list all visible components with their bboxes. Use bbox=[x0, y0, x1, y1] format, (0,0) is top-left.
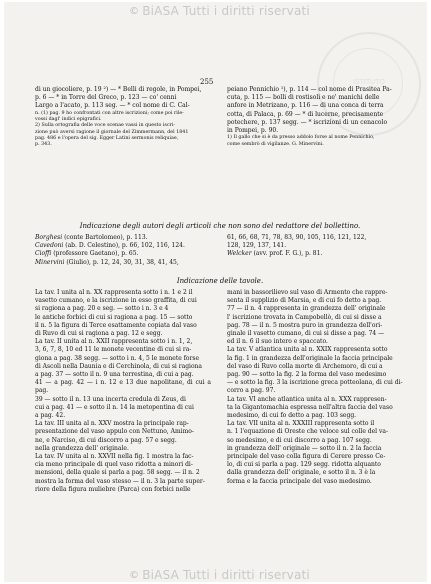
table-description-line: ne, e Narciso, di cui discorro a pag. 57 e segg. bbox=[35, 436, 177, 444]
author-entry bbox=[35, 242, 215, 250]
table-description-line: 39 — sotto il n. 13 una incerta credula di Zeus, di bbox=[35, 395, 186, 403]
body-line: 2) Sulla ortografia delle voce scenae vassi in questo iscri- bbox=[35, 123, 176, 129]
author-name: Minervini bbox=[35, 258, 65, 266]
body-line: p. 6 — * in Torre del Greco, p. 123 — co' cenni bbox=[35, 94, 177, 102]
table-description-line: le antiche forbici di cui si ragiona a pag. 15 — sotto bbox=[35, 313, 193, 321]
table-description-line: pag. 78 — il n. 5 mostra puro in grandezza dell'ori- bbox=[227, 321, 383, 329]
table-description-line: 3, 6, 7, 8, 10 ed 11 le monete vecentine di cui si ra- bbox=[35, 346, 192, 354]
table-description-line: l' iscrizione trovata in Campobellò, di cui si disse a bbox=[227, 313, 382, 321]
table-description-line: a pag. 42. bbox=[35, 412, 66, 420]
table-description-line: La tav. IV unita al n. XXVII nella fig. 1 mostra la fac- bbox=[35, 453, 194, 461]
table-description-line: La tav. VI anche atlantica unita al n. XXX rappresen- bbox=[227, 395, 387, 403]
tables-left-column bbox=[35, 289, 211, 494]
body-line: peiano Pennichio ¹), p. 114 — col nome di Prasitea Pa- bbox=[227, 86, 392, 93]
table-description-line: mani in bassorilievo sul vaso di Armento che rappre- bbox=[227, 289, 388, 296]
body-line: anfore in Metrizano, p. 116 — di una conca di terra bbox=[227, 102, 384, 110]
table-description-line: del vaso di Ruvo colla morte di Archemoro, di cui a bbox=[227, 362, 383, 370]
author-pages-continued: 128, 129, 137, 141. bbox=[227, 242, 287, 250]
table-description-line: La tav. II unita al n. XXII rappresenta sotto i n. 1, 2, bbox=[35, 338, 193, 346]
table-description-line: la fig. 1 in grandezza dell'originale la faccia principale bbox=[227, 354, 393, 362]
table-description-line: riore della figura muliebre (Parca) con forbici nelle bbox=[35, 485, 191, 493]
table-description-line: di Ruvo di cui si ragiona a pag. 12 e segg. bbox=[35, 330, 163, 338]
author-entry bbox=[35, 250, 215, 258]
table-description-line: La tav. V atlantica unita al n. XXIX rappresenta sotto bbox=[227, 346, 388, 354]
author-detail: (professore Gaetano), p. 65. bbox=[51, 250, 139, 258]
author-name: Welcker bbox=[227, 250, 252, 258]
table-description-line: il n. 5 la figura di Terce esattamente copiata dal vaso bbox=[35, 321, 197, 329]
author-name: Cavedoni bbox=[35, 242, 64, 250]
authors-heading: Indicazione degli autori degli articoli che non sono del redattore del bollettino. bbox=[79, 222, 361, 230]
body-line: cotta, di Palaca, p. 69 — * di lucerne, precisamente bbox=[227, 110, 384, 118]
top-left-column bbox=[35, 86, 211, 148]
body-line: zione può aversi ragione il giornale del Zimmermann, del 1841 bbox=[35, 129, 189, 135]
author-detail: (ab. D. Celestino), p. 66, 102, 116, 124. bbox=[63, 242, 185, 250]
watermark-bottom-text: BiASA Tutti i diritti riservati bbox=[142, 568, 310, 582]
table-description-line: — e sotto la fig. 3 la iscrizione greca potteolana, di cui di- bbox=[227, 379, 403, 387]
author-detail: (conte Bartolomeo), p. 113. bbox=[62, 234, 148, 241]
table-description-line: medesimo, di cui fo detto a pag. 103 segg. bbox=[227, 412, 357, 420]
body-line: n. (1) pag. 9 ho confrontati con altre iscrizioni; come poi rile- bbox=[35, 110, 184, 116]
author-name: Cioffi bbox=[35, 250, 52, 258]
table-description-line: si ragiona a pag. 20 e seg. — sotto i n. 3 e 4 bbox=[35, 305, 169, 313]
body-line: vossi dagl' indici epigrafici. bbox=[35, 116, 102, 122]
watermark-top bbox=[4, 4, 431, 18]
table-description-line: a pag. 37 — sotto il n. 9 una terrestina, di cui a pag. bbox=[35, 371, 194, 379]
table-description-line: forma e la faccia principale del vaso medesimo. bbox=[227, 477, 372, 485]
watermark-bottom bbox=[4, 568, 431, 582]
table-description-line: vasetto cumano, e la iscrizione in esso graffita, di cui bbox=[35, 297, 197, 305]
copyright-icon: © bbox=[129, 5, 140, 17]
table-description-line: La tav. VII unita al n. XXXIII rappresenta sotto il bbox=[227, 420, 375, 428]
table-description-line: La tav. III unita al n. XXV mostra la principale rap- bbox=[35, 420, 189, 428]
author-pages-continued: 61, 66, 68, 71, 78, 83, 90, 105, 116, 121, 122, bbox=[227, 234, 367, 241]
body-line: Largo a l'acato, p. 113 seg. — * col nome di C. Cal- bbox=[35, 102, 190, 110]
authors-list-continued bbox=[227, 234, 407, 259]
page-number: 255 bbox=[200, 78, 214, 86]
document-page bbox=[4, 2, 427, 582]
table-description-line: senta il supplizio di Marsia, e di cui fo detto a pag. bbox=[227, 297, 382, 305]
table-description-line: La tav. I unita al n. XX rappresenta sotto i n. 1 e 2 il bbox=[35, 289, 193, 296]
table-description-line: corro a pag. 97. bbox=[227, 387, 276, 395]
table-description-line: principale del vaso colla figura di Cerere presso Ce- bbox=[227, 453, 386, 461]
author-entry bbox=[35, 234, 215, 242]
table-description-line: lo, di cui si parla a pag. 129 segg. ridotta alquanto bbox=[227, 461, 381, 469]
tables-heading: Indicazione delle tavole. bbox=[176, 277, 264, 285]
body-line: potechere, p. 137 segg. — * iscrizioni di un cenacolo bbox=[227, 118, 388, 126]
table-description-line: presentazione del vaso appulo con Nettuno, Amimo- bbox=[35, 428, 194, 436]
table-description-line: mensioni, della quale si parla a pag. 58 segg. — il n. 2 bbox=[35, 469, 200, 477]
body-line: cuta, p. 115 — bolli di rostisoli e ne' manichi delle bbox=[227, 94, 380, 102]
table-description-line: cia meno principale di quel vaso ridotta a minori di- bbox=[35, 461, 193, 469]
body-line: 1) Il gallo che si è da presso addolo forse al nome Pennichio, bbox=[227, 135, 375, 141]
body-line: in Pompei, p. 90. bbox=[227, 127, 279, 135]
authors-list bbox=[35, 234, 215, 267]
top-right-column bbox=[227, 86, 403, 148]
table-description-line: 41 — a pag. 42 — i n. 12 e 13 due napolitane, di cui a pag. bbox=[35, 379, 211, 395]
table-description-line: pag. 90 — sotto la fig. 2 la forma del vaso medesimo bbox=[227, 371, 387, 379]
author-name: Borghesi bbox=[35, 234, 63, 241]
table-description-line: ginale il vasetto cumano, di cui si disse a pag. 74 — bbox=[227, 330, 385, 338]
author-entry bbox=[35, 259, 215, 267]
author-entry bbox=[227, 250, 407, 258]
table-description-line: 77 — il n. 4 rappresenta in grandezza dell' originale bbox=[227, 305, 386, 313]
author-detail: (avv. prof. F. G.), p. 81. bbox=[251, 250, 323, 258]
table-description-line: mostra la forma del vaso stesso — il n. 3 la parte super- bbox=[35, 477, 205, 485]
table-description-line: so medesimo, e di cui discorro a pag. 107 segg. bbox=[227, 436, 372, 444]
body-line: p. 343. bbox=[35, 142, 52, 148]
stamp-text: ISTITUTO bbox=[352, 78, 386, 86]
table-description-line: ed il n. 6 il suo intero e spaccato. bbox=[227, 338, 328, 346]
table-description-line: giona a pag. 38 segg. — sotto i n. 4, 5 le monete forse bbox=[35, 354, 200, 362]
watermark-top-text: BiASA Tutti i diritti riservati bbox=[142, 4, 310, 18]
body-line: di un giocoliere, p. 19 ²) — * Belli di regole, in Pompei, bbox=[35, 86, 202, 93]
table-description-line: ta la Gigantomachia espressa nell'altra faccia del vaso bbox=[227, 403, 393, 411]
table-description-line: cui a pag. 41 — e sotto il n. 14 la metopentina di cui bbox=[35, 403, 194, 411]
table-description-line: di Ascoli nella Daunia e di Cerchinola, di cui si ragiona bbox=[35, 362, 203, 370]
table-description-line: n. 1 l'equazione di Oreste che veloce sul colle del va- bbox=[227, 428, 388, 436]
body-line: come sembrò di vigilanze. G. Minervini. bbox=[227, 141, 324, 147]
table-description-line: in grandezza dell' originale — sotto il n. 2 la faccia bbox=[227, 444, 382, 452]
table-description-line: dalla grandezza dell' originale, e sotto il n. 3 è la bbox=[227, 469, 376, 477]
author-detail: (Giulio), p. 12, 24, 30, 31, 38, 41, 45, bbox=[64, 258, 179, 266]
table-description-line: nella grandezza dell' originale. bbox=[35, 444, 129, 452]
body-line: pag. 486 e l'opera del sig. Egger Latini sermonis reliquiae, bbox=[35, 135, 179, 141]
tables-right-column bbox=[227, 289, 403, 486]
copyright-icon: © bbox=[129, 569, 140, 581]
